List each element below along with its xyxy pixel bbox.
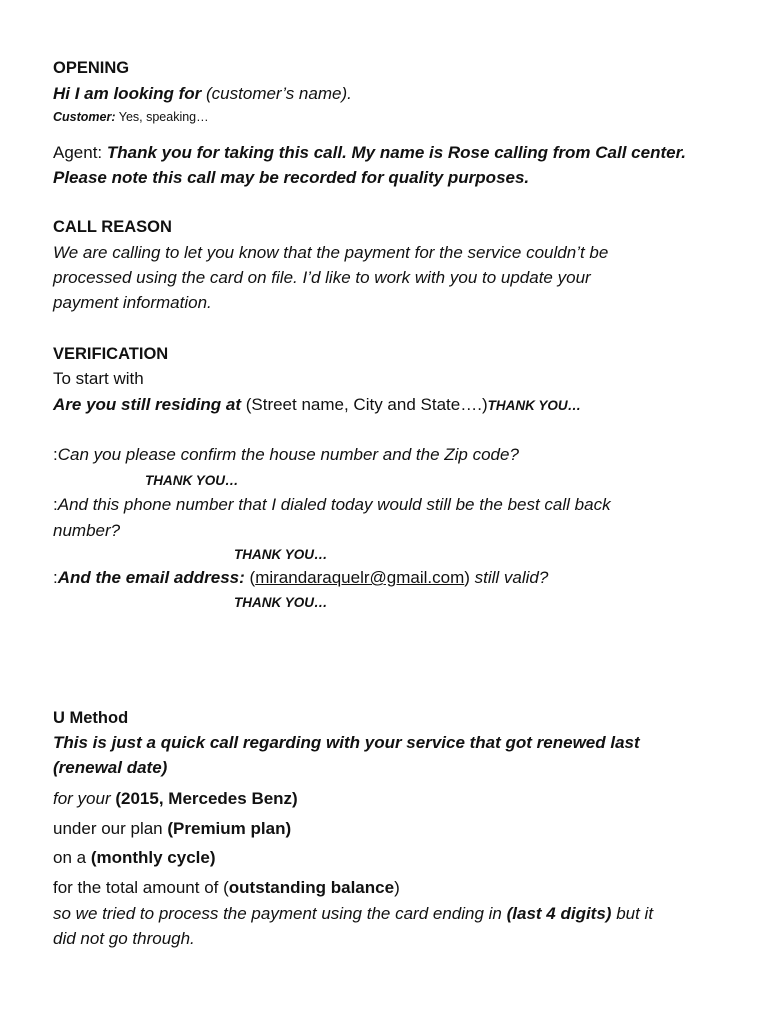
greeting-bold: Hi I am looking for [53,84,202,103]
call-reason-line-1: We are calling to let you know that the payment for the service couldn’t be [53,243,609,262]
total-value: outstanding balance [228,878,395,897]
residing-bold: Are you still residing at [53,395,241,414]
plan-value: (Premium plan) [167,819,292,838]
email-close-paren: ) [464,568,470,587]
agent-intro-text-1: Thank you for taking this call. My name is Rose calling from Call center. [106,143,686,162]
plan-label: under our plan [53,819,168,838]
agent-intro-line-1 [53,142,686,164]
u-method-intro-line-1: This is just a quick call regarding with your service that got renewed last [53,733,640,752]
phone-question-text: And this phone number that I dialed today would still be the best call back [57,495,611,514]
email-question [53,567,548,589]
residing-question [53,394,581,417]
colon-marker: : [53,568,58,587]
plan-line [53,818,291,840]
u-method-intro-line-2: (renewal date) [53,758,168,777]
house-zip-text: Can you please confirm the house number and the Zip code? [57,445,519,464]
email-question-rest: still valid? [469,568,549,587]
vehicle-value: (2015, Mercedes Benz) [115,789,298,808]
verification-heading: VERIFICATION [53,345,169,363]
colon-marker: : [53,445,58,464]
agent-label: Agent: [53,143,107,162]
customer-label: Customer: [53,110,116,124]
payment-attempt-text: so we tried to process the payment using the card ending in [53,904,507,923]
thank-you-3: THANK YOU… [234,547,328,562]
last-4-digits: (last 4 digits) [506,904,612,923]
opening-heading: OPENING [53,59,130,77]
agent-intro-line-2: Please note this call may be recorded for quality purposes. [53,168,530,187]
vehicle-line [53,788,298,810]
colon-marker: : [53,495,58,514]
email-link[interactable]: mirandaraquelr@gmail.com [255,568,465,587]
verification-intro: To start with [53,369,144,388]
total-label: for the total amount of ( [53,878,229,897]
call-reason-heading: CALL REASON [53,218,172,236]
total-line [53,877,400,899]
cycle-value: (monthly cycle) [90,848,216,867]
total-close: ) [394,878,400,897]
call-reason-line-2: processed using the card on file. I’d like to work with you to update your [53,268,591,287]
u-method-heading: U Method [53,709,129,727]
residing-rest: (Street name, City and State….) [241,395,488,414]
phone-question-line-1 [53,494,611,516]
cycle-label: on a [53,848,91,867]
payment-attempt-line-2: did not go through. [53,929,195,948]
thank-you-2: THANK YOU… [145,473,239,488]
thank-you-1: THANK YOU… [487,398,582,413]
customer-reply-text: Yes, speaking… [115,110,209,124]
customer-reply [53,106,209,128]
payment-attempt-line-1 [53,903,653,925]
email-question-bold: And the email address: [57,568,245,587]
payment-attempt-suffix: but it [611,904,654,923]
opening-greeting [53,83,352,105]
email-open-paren: ( [244,568,256,587]
call-reason-line-3: payment information. [53,293,212,312]
for-your-label: for your [53,789,116,808]
cycle-line [53,847,216,869]
house-zip-question [53,444,519,466]
phone-question-line-2: number? [53,521,121,540]
greeting-rest: (customer’s name). [201,84,352,103]
thank-you-4: THANK YOU… [234,595,328,610]
